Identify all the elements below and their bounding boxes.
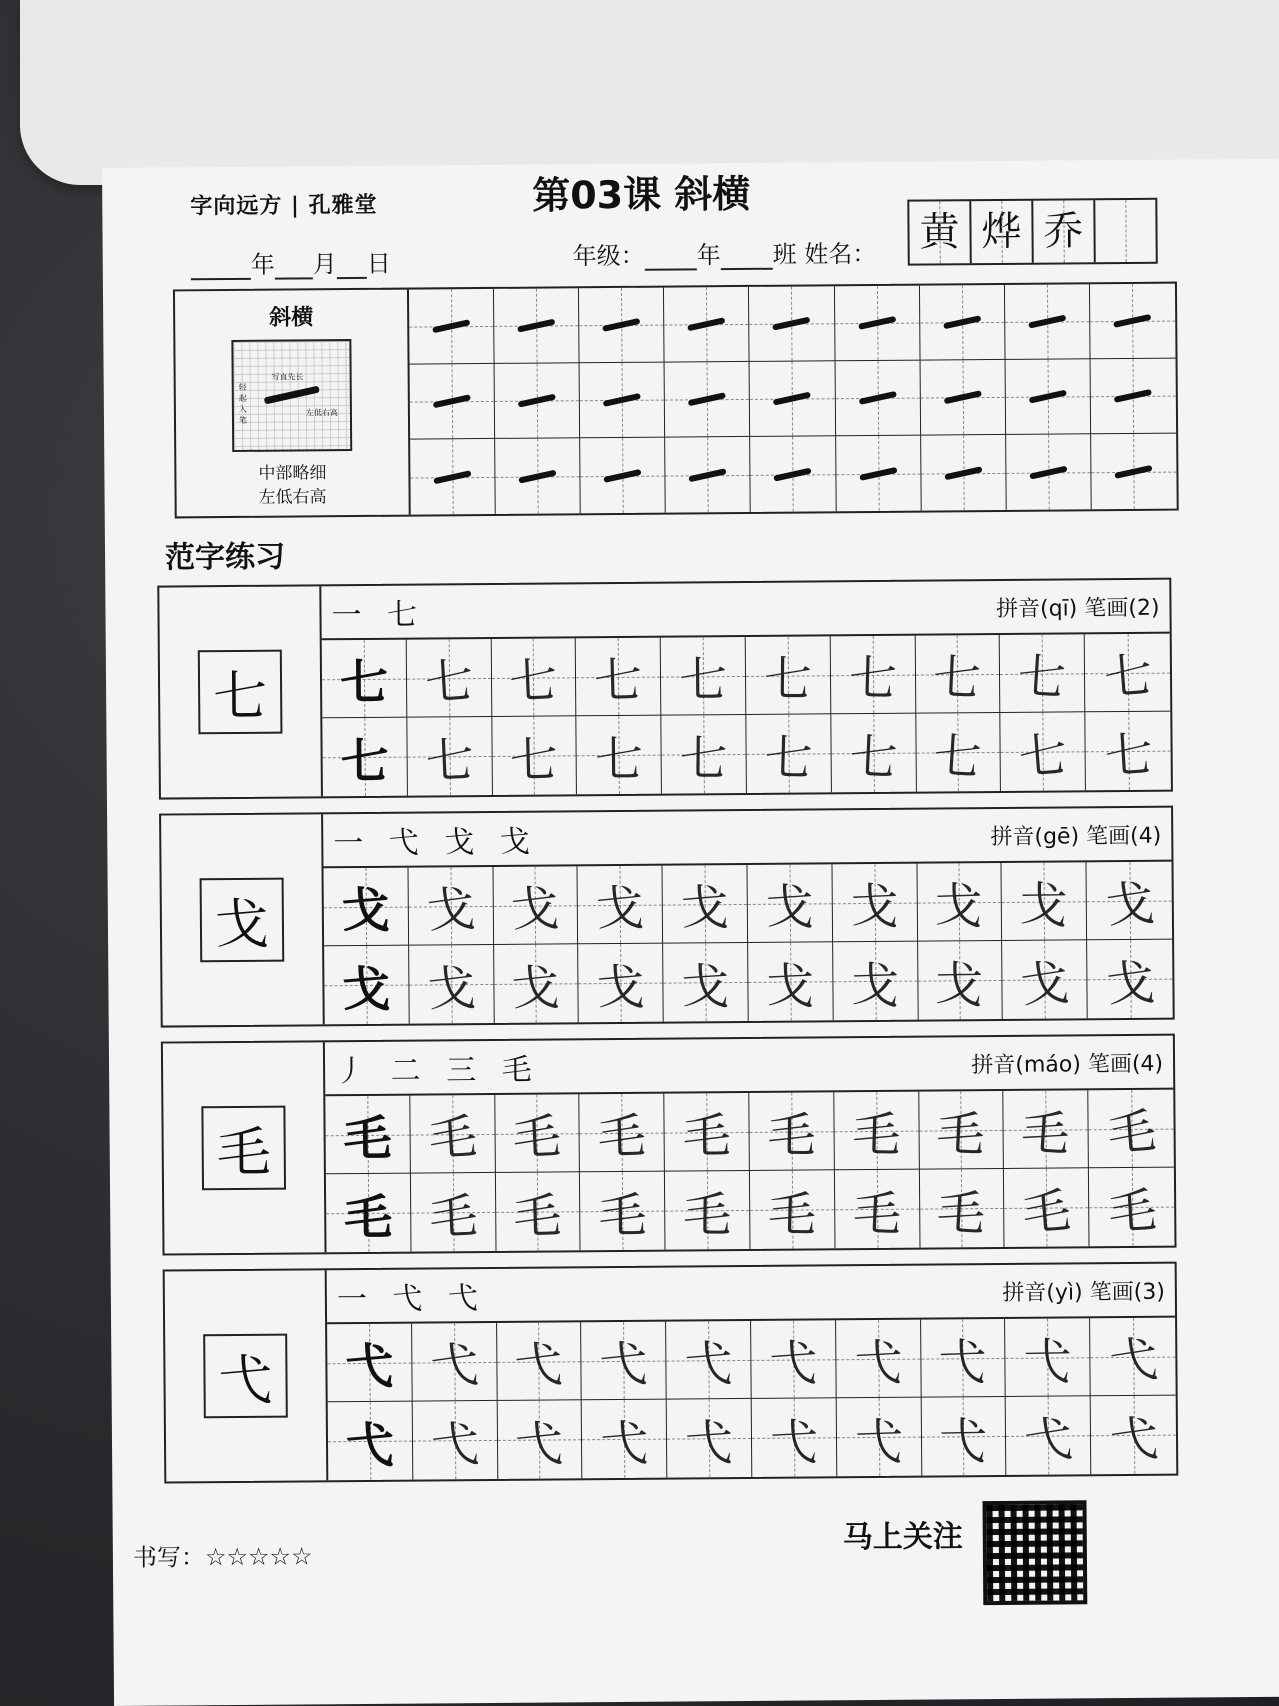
practice-cell: [664, 1093, 749, 1172]
handwritten-stroke: [858, 316, 896, 330]
name-char-3: 乔: [1033, 200, 1095, 262]
handwritten-char: 戈: [849, 878, 900, 936]
practice-cell: [667, 1399, 752, 1478]
handwritten-char: 毛: [935, 1183, 988, 1243]
handwritten-char: 毛: [1019, 1104, 1072, 1164]
practice-cell: [918, 941, 1003, 1020]
practice-cell: [407, 639, 492, 718]
stroke-caption-1: 中部略细: [258, 463, 327, 484]
pinyin: 拼音(máo): [971, 1051, 1081, 1078]
handwritten-char: 七: [763, 729, 814, 787]
practice-cell: [326, 1174, 411, 1253]
name-boxes: [907, 198, 1158, 266]
day-label: 日: [366, 249, 391, 278]
handwritten-char: 戈: [1104, 954, 1156, 1013]
practice-cell: [582, 1400, 667, 1479]
handwritten-char: 弋: [768, 1335, 818, 1392]
rating-stars: ☆☆☆☆☆: [204, 1542, 313, 1572]
handwritten-stroke: [1113, 314, 1151, 328]
practice-cell: [411, 1173, 496, 1252]
grade-year-label: 年: [696, 241, 721, 270]
page-title: 第03课 斜横: [532, 171, 751, 218]
handwritten-char: 弋: [853, 1334, 903, 1392]
practice-cell: [747, 864, 832, 943]
stroke-cell: [409, 289, 495, 365]
handwritten-char: 弋: [853, 1412, 904, 1471]
practice-cell: [577, 716, 662, 795]
handwritten-stroke: [433, 470, 471, 484]
name-char-1: 黄: [909, 201, 971, 263]
printed-char: 弋: [345, 1417, 395, 1474]
practice-cell: [1006, 1396, 1091, 1475]
stroke-cell: [665, 362, 751, 438]
rating: [133, 1536, 313, 1572]
stroke-cell: [749, 286, 835, 362]
stroke-caption-2: 左低右高: [258, 487, 327, 508]
handwritten-char: 毛: [598, 1187, 647, 1244]
practice-cell: [576, 638, 661, 717]
practice-cell: [1001, 712, 1086, 791]
char-header: [323, 808, 1171, 869]
handwritten-stroke: [687, 317, 725, 331]
worksheet: [102, 159, 1279, 1706]
practice-cell: [1090, 1318, 1175, 1397]
stroke-cell: [494, 288, 580, 364]
handwritten-stroke: [944, 466, 982, 480]
practice-blocks: [157, 578, 1178, 1498]
model-char-area: [159, 586, 323, 797]
practice-cell: [921, 1319, 1006, 1398]
handwritten-stroke: [858, 391, 896, 405]
handwritten-char: 戈: [681, 958, 730, 1016]
practice-area: [325, 1036, 1175, 1253]
stroke-cell: [920, 360, 1006, 436]
grade-label: 年级：: [572, 241, 645, 271]
stroke-cell: [835, 361, 921, 437]
handwritten-char: 毛: [512, 1108, 563, 1167]
handwritten-char: 戈: [596, 959, 645, 1016]
handwritten-char: 弋: [937, 1411, 989, 1471]
handwritten-char: 弋: [684, 1414, 734, 1472]
practice-cell: [580, 1094, 665, 1173]
char-practice-block: [159, 806, 1175, 1028]
practice-cell: [751, 1320, 836, 1399]
model-char: 戈: [200, 878, 285, 963]
practice-cell: [834, 1092, 919, 1171]
handwritten-char: 毛: [851, 1184, 902, 1243]
practice-cell: [408, 867, 493, 946]
handwritten-char: 毛: [427, 1187, 479, 1246]
practice-cell: [409, 945, 494, 1024]
stroke-cell: [751, 436, 837, 512]
handwritten-char: 戈: [765, 957, 815, 1015]
stroke-cell: [410, 364, 496, 440]
handwritten-char: 弋: [429, 1415, 481, 1474]
printed-char: 七: [340, 733, 389, 790]
practice-cell: [578, 866, 663, 945]
handwritten-stroke: [1115, 464, 1153, 478]
practice-cell: [322, 718, 407, 797]
stroke-cell: [1006, 434, 1092, 510]
handwritten-char: 毛: [513, 1187, 563, 1245]
stroke-demo-box: [231, 339, 352, 452]
practice-grid: [324, 862, 1173, 1025]
handwritten-char: 毛: [1106, 1182, 1158, 1241]
handwritten-char: 戈: [510, 880, 561, 939]
follow-text: 马上关注: [842, 1519, 963, 1556]
handwritten-stroke: [1028, 390, 1066, 404]
handwritten-char: 毛: [597, 1108, 647, 1166]
stroke-count: 笔画(4): [1086, 823, 1162, 849]
handwritten-stroke: [774, 467, 812, 481]
demo-stroke: [264, 386, 320, 405]
stroke-cell: [920, 285, 1006, 361]
name-char-4: [1095, 200, 1155, 262]
practice-cell: [661, 637, 746, 716]
stroke-cell: [410, 439, 496, 515]
practice-cell: [836, 1398, 921, 1477]
stroke-cell: [665, 437, 751, 513]
practice-cell: [327, 1324, 412, 1403]
handwritten-stroke: [518, 469, 556, 483]
handwritten-char: 弋: [1107, 1331, 1160, 1391]
pinyin: 拼音(qī): [995, 595, 1078, 622]
handwritten-char: 七: [424, 731, 475, 790]
handwritten-stroke: [603, 393, 641, 407]
stroke-order: 丿 二 三 毛: [334, 1052, 540, 1090]
previous-page-edge: [20, 0, 1279, 185]
handwritten-stroke: [773, 392, 811, 406]
char-header: [327, 1264, 1175, 1325]
practice-cell: [324, 946, 409, 1025]
practice-cell: [1085, 634, 1170, 713]
handwritten-char: 七: [423, 652, 475, 712]
practice-cell: [492, 716, 577, 795]
stroke-grid: [409, 284, 1177, 515]
printed-char: 毛: [343, 1189, 393, 1246]
practice-cell: [324, 868, 409, 947]
practice-cell: [746, 636, 831, 715]
stroke-cell: [495, 363, 581, 439]
handwritten-char: 毛: [767, 1185, 817, 1243]
practice-cell: [1002, 862, 1087, 941]
practice-cell: [580, 1172, 665, 1251]
practice-cell: [325, 1096, 410, 1175]
stroke-cell: [834, 286, 920, 362]
char-header: [321, 580, 1169, 641]
stroke-count: 笔画(2): [1084, 595, 1160, 621]
practice-cell: [328, 1402, 413, 1481]
char-meta: [996, 590, 1160, 622]
practice-cell: [322, 640, 407, 719]
date-line: [191, 244, 391, 281]
model-char: 七: [198, 650, 283, 735]
char-meta: [971, 1046, 1163, 1079]
stroke-order: 一 弋 戈 戈: [333, 824, 539, 862]
handwritten-char: 七: [593, 652, 644, 710]
practice-cell: [1004, 1168, 1089, 1247]
handwritten-stroke: [432, 319, 470, 333]
handwritten-char: 弋: [428, 1336, 481, 1396]
char-header: [325, 1036, 1173, 1097]
char-meta: [990, 818, 1161, 850]
demo-tip-top: 写直先长: [271, 372, 304, 382]
handwritten-stroke: [1114, 389, 1152, 403]
qr-code[interactable]: [982, 1500, 1087, 1605]
stroke-cell: [580, 438, 666, 514]
handwritten-char: 弋: [514, 1415, 565, 1473]
handwritten-char: 七: [678, 652, 728, 709]
handwritten-char: 戈: [1103, 875, 1156, 935]
practice-cell: [497, 1400, 582, 1479]
grade-line: [573, 234, 877, 271]
handwritten-char: 七: [1101, 647, 1155, 707]
char-practice-block: [161, 1034, 1177, 1256]
pinyin: 拼音(yì): [1002, 1279, 1083, 1306]
handwritten-char: 七: [1016, 648, 1068, 708]
practice-cell: [1091, 1396, 1176, 1475]
practice-cell: [921, 1397, 1006, 1476]
handwritten-stroke: [773, 317, 811, 331]
practice-cell: [665, 1171, 750, 1250]
stroke-cell: [1005, 284, 1091, 360]
handwritten-char: 弋: [937, 1333, 988, 1392]
practice-cell: [497, 1322, 582, 1401]
publisher-logo: 字向远方 | 孔雅堂: [190, 191, 378, 220]
handwritten-char: 七: [932, 727, 984, 787]
practice-cell: [752, 1398, 837, 1477]
handwritten-char: 七: [509, 731, 559, 789]
practice-cell: [663, 865, 748, 944]
handwritten-char: 戈: [765, 879, 814, 936]
handwritten-char: 戈: [933, 955, 986, 1015]
handwritten-char: 七: [594, 731, 644, 788]
handwritten-stroke: [603, 468, 641, 482]
practice-cell: [1005, 1318, 1090, 1397]
handwritten-char: 毛: [682, 1186, 732, 1244]
practice-cell: [1087, 940, 1172, 1019]
stroke-order: 一 弋 弋: [336, 1281, 487, 1318]
model-char-area: [163, 1042, 327, 1253]
stroke-cell: [580, 363, 666, 439]
handwritten-char: 戈: [1018, 876, 1070, 936]
practice-cell: [666, 1321, 751, 1400]
printed-char: 七: [339, 654, 389, 712]
practice-cell: [1004, 1090, 1089, 1169]
practice-grid: [325, 1090, 1174, 1253]
practice-cell: [412, 1323, 497, 1402]
practice-cell: [835, 1170, 920, 1249]
name-label: 姓名：: [804, 239, 877, 269]
practice-cell: [831, 714, 916, 793]
practice-cell: [581, 1322, 666, 1401]
printed-char: 戈: [341, 882, 390, 940]
practice-cell: [407, 717, 492, 796]
practice-cell: [830, 636, 915, 715]
stroke-cell: [836, 436, 922, 512]
practice-cell: [917, 863, 1002, 942]
handwritten-char: 毛: [682, 1108, 731, 1165]
stroke-cell: [1091, 434, 1177, 510]
handwritten-char: 毛: [935, 1105, 987, 1164]
handwritten-char: 戈: [425, 880, 477, 940]
class-label: 班: [772, 240, 797, 269]
handwritten-char: 戈: [680, 880, 730, 937]
handwritten-char: 七: [847, 650, 898, 708]
practice-cell: [746, 714, 831, 793]
practice-area: [323, 808, 1173, 1025]
practice-cell: [836, 1320, 921, 1399]
model-char: 弋: [203, 1334, 288, 1419]
rating-label: 书写：: [132, 1543, 206, 1572]
model-char: 毛: [201, 1106, 286, 1191]
practice-cell: [491, 638, 576, 717]
practice-cell: [916, 713, 1001, 792]
practice-cell: [1085, 712, 1170, 791]
stroke-order: 一 七: [331, 597, 426, 634]
stroke-cell: [664, 287, 750, 363]
handwritten-char: 戈: [849, 956, 901, 1015]
demo-tip-right: 左低右高: [305, 408, 338, 418]
printed-char: 弋: [345, 1338, 394, 1396]
handwritten-char: 毛: [851, 1106, 901, 1164]
model-char-area: [161, 814, 325, 1025]
practice-cell: [1088, 1090, 1173, 1169]
printed-char: 戈: [342, 961, 391, 1018]
handwritten-char: 毛: [767, 1107, 816, 1164]
stroke-cell: [750, 361, 836, 437]
printed-char: 毛: [343, 1110, 392, 1168]
stroke-practice-table: [173, 282, 1179, 519]
handwritten-char: 七: [1102, 726, 1155, 785]
handwritten-char: 戈: [511, 959, 561, 1017]
handwritten-char: 戈: [1018, 954, 1072, 1014]
practice-cell: [919, 1169, 1004, 1248]
practice-cell: [748, 942, 833, 1021]
handwritten-char: 弋: [1022, 1410, 1075, 1470]
practice-cell: [915, 635, 1000, 714]
practice-grid: [327, 1318, 1176, 1481]
practice-cell: [832, 864, 917, 943]
char-meta: [1002, 1274, 1165, 1306]
practice-cell: [495, 1172, 580, 1251]
practice-cell: [919, 1091, 1004, 1170]
handwritten-char: 戈: [426, 959, 477, 1018]
handwritten-char: 七: [1017, 726, 1070, 786]
handwritten-stroke: [518, 394, 556, 408]
handwritten-char: 弋: [1021, 1332, 1074, 1392]
handwritten-char: 弋: [513, 1336, 565, 1395]
handwritten-stroke: [688, 392, 726, 406]
model-char-area: [165, 1270, 329, 1481]
handwritten-char: 弋: [684, 1336, 733, 1393]
practice-cell: [662, 715, 747, 794]
pinyin: 拼音(gē): [990, 823, 1080, 850]
section-title: 范字练习: [164, 539, 286, 576]
practice-cell: [1000, 634, 1085, 713]
practice-cell: [494, 944, 579, 1023]
handwritten-char: 毛: [1105, 1103, 1158, 1163]
handwritten-char: 七: [932, 649, 983, 708]
stroke-name: 斜横: [269, 305, 314, 331]
stroke-count: 笔画(3): [1089, 1279, 1165, 1305]
handwritten-char: 七: [508, 652, 559, 711]
handwritten-stroke: [859, 466, 897, 480]
practice-cell: [1002, 940, 1087, 1019]
handwritten-stroke: [943, 315, 981, 329]
handwritten-char: 弋: [599, 1336, 649, 1394]
month-label: 月: [312, 250, 337, 279]
handwritten-char: 戈: [595, 880, 645, 938]
stroke-cell: [1090, 359, 1176, 435]
handwritten-stroke: [1029, 465, 1067, 479]
stroke-cell: [921, 435, 1007, 511]
handwritten-stroke: [1028, 315, 1066, 329]
practice-area: [327, 1264, 1177, 1481]
stroke-cell: [579, 288, 665, 364]
handwritten-stroke: [689, 468, 727, 482]
handwritten-char: 弋: [769, 1413, 819, 1471]
practice-cell: [493, 866, 578, 945]
practice-cell: [495, 1094, 580, 1173]
handwritten-char: 七: [763, 651, 813, 708]
handwritten-char: 七: [847, 728, 899, 787]
practice-cell: [412, 1401, 497, 1480]
year-label: 年: [250, 250, 275, 279]
practice-cell: [750, 1170, 835, 1249]
handwritten-char: 弋: [600, 1415, 649, 1472]
stroke-cell: [495, 438, 581, 514]
name-char-2: 烨: [971, 201, 1033, 263]
practice-grid: [322, 634, 1171, 797]
handwritten-char: 戈: [933, 877, 985, 936]
practice-cell: [1087, 862, 1172, 941]
handwritten-stroke: [602, 318, 640, 332]
handwritten-char: 七: [679, 730, 728, 788]
practice-cell: [410, 1095, 495, 1174]
handwritten-stroke: [943, 390, 981, 404]
demo-tip-left: 轻起入笔: [238, 382, 248, 425]
handwritten-char: 毛: [1020, 1182, 1073, 1242]
char-practice-block: [163, 1262, 1179, 1484]
handwritten-char: 弋: [1108, 1410, 1160, 1469]
char-practice-block: [157, 578, 1173, 800]
stroke-cell: [1090, 284, 1176, 360]
practice-cell: [749, 1092, 834, 1171]
stroke-info: [175, 290, 411, 517]
stroke-count: 笔画(4): [1087, 1051, 1164, 1077]
practice-cell: [833, 942, 918, 1021]
handwritten-stroke: [433, 394, 471, 408]
handwritten-char: 毛: [426, 1108, 479, 1168]
practice-area: [321, 580, 1171, 797]
handwritten-stroke: [517, 319, 555, 333]
practice-cell: [663, 943, 748, 1022]
practice-cell: [579, 944, 664, 1023]
stroke-cell: [1005, 359, 1091, 435]
practice-cell: [1089, 1168, 1174, 1247]
